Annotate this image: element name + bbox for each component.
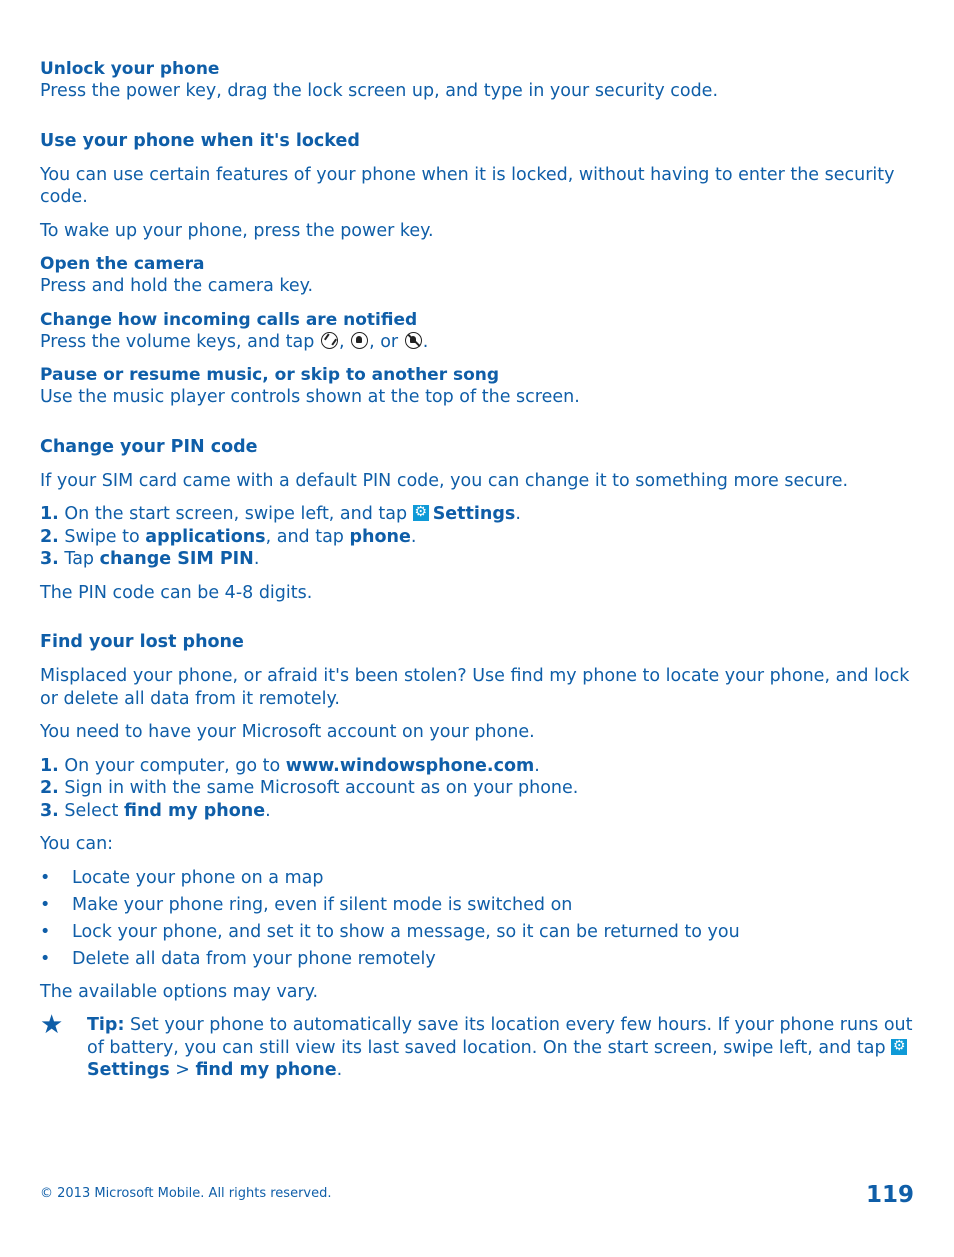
pin-heading: Change your PIN code (40, 436, 258, 457)
pin-step-2: 2. Swipe to applications, and tap phone. (40, 526, 417, 547)
list-item: • Locate your phone on a map (40, 867, 915, 890)
lost-step-3: 3. Select find my phone. (40, 800, 271, 821)
pin-note: The PIN code can be 4-8 digits. (40, 582, 313, 603)
pin-step-3: 3. Tap change SIM PIN. (40, 549, 260, 569)
silent-icon (405, 332, 422, 349)
options-note: The available options may vary. (40, 981, 319, 1002)
locked-heading: Use your phone when it's locked (40, 130, 360, 151)
star-icon: ★ (40, 1010, 64, 1040)
lost-heading: Find your lost phone (40, 632, 244, 652)
copyright: © 2013 Microsoft Mobile. All rights reserved. (40, 1186, 332, 1201)
lost-step-1: 1. On your computer, go to www.windowsphone.com. (40, 755, 540, 776)
unlock-text: Press the power key, drag the lock screen up, and type in your security code. (40, 81, 719, 101)
camera-text: Press and hold the camera key. (40, 276, 314, 296)
list-item: • Make your phone ring, even if silent mode is switched on (40, 894, 915, 917)
document-page (40, 58, 915, 1082)
list-item: • Delete all data from your phone remotely (40, 948, 915, 971)
settings-icon (891, 1039, 907, 1055)
pin-step-1: 1. On the start screen, swipe left, and tap ⚙ Settings. (40, 503, 915, 526)
vibrate-icon (321, 332, 338, 349)
list-item: • Lock your phone, and set it to show a message, so it can be returned to you (40, 921, 915, 944)
you-can: You can: (40, 834, 114, 854)
pin-intro: If your SIM card came with a default PIN code, you can change it to something more secure. (40, 470, 849, 491)
windowsphone-link[interactable]: www.windowsphone.com (285, 755, 535, 776)
ring-icon (351, 332, 368, 349)
tip-block (40, 1010, 915, 1082)
settings-icon (413, 505, 429, 521)
locked-intro: You can use certain features of your phone when it is locked, without having to enter the security code. (40, 164, 895, 207)
locked-wake: To wake up your phone, press the power key. (40, 220, 434, 241)
lost-need: You need to have your Microsoft account on your phone. (40, 722, 535, 742)
music-text: Use the music player controls shown at the top of the screen. (40, 387, 580, 407)
calls-heading: Change how incoming calls are notified (40, 309, 418, 330)
camera-heading: Open the camera (40, 254, 205, 274)
music-heading: Pause or resume music, or skip to another song (40, 365, 500, 385)
lost-step-2: 2. Sign in with the same Microsoft account as on your phone. (40, 778, 579, 798)
unlock-heading: Unlock your phone (40, 59, 220, 79)
page-number: 119 (865, 1182, 914, 1208)
calls-text: Press the volume keys, and tap , , or . (40, 331, 429, 352)
lost-intro: Misplaced your phone, or afraid it's been stolen? Use find my phone to locate your phone, and lock or delete all data from it remotely. (40, 666, 910, 709)
tip-text: Tip: Set your phone to automatically save its location every few hours. If your phone runs out of battery, you can still view its last saved location. On the start screen, swipe left, and tap ⚙ Settings > find my phone. (87, 1014, 915, 1082)
options-list (40, 867, 915, 971)
